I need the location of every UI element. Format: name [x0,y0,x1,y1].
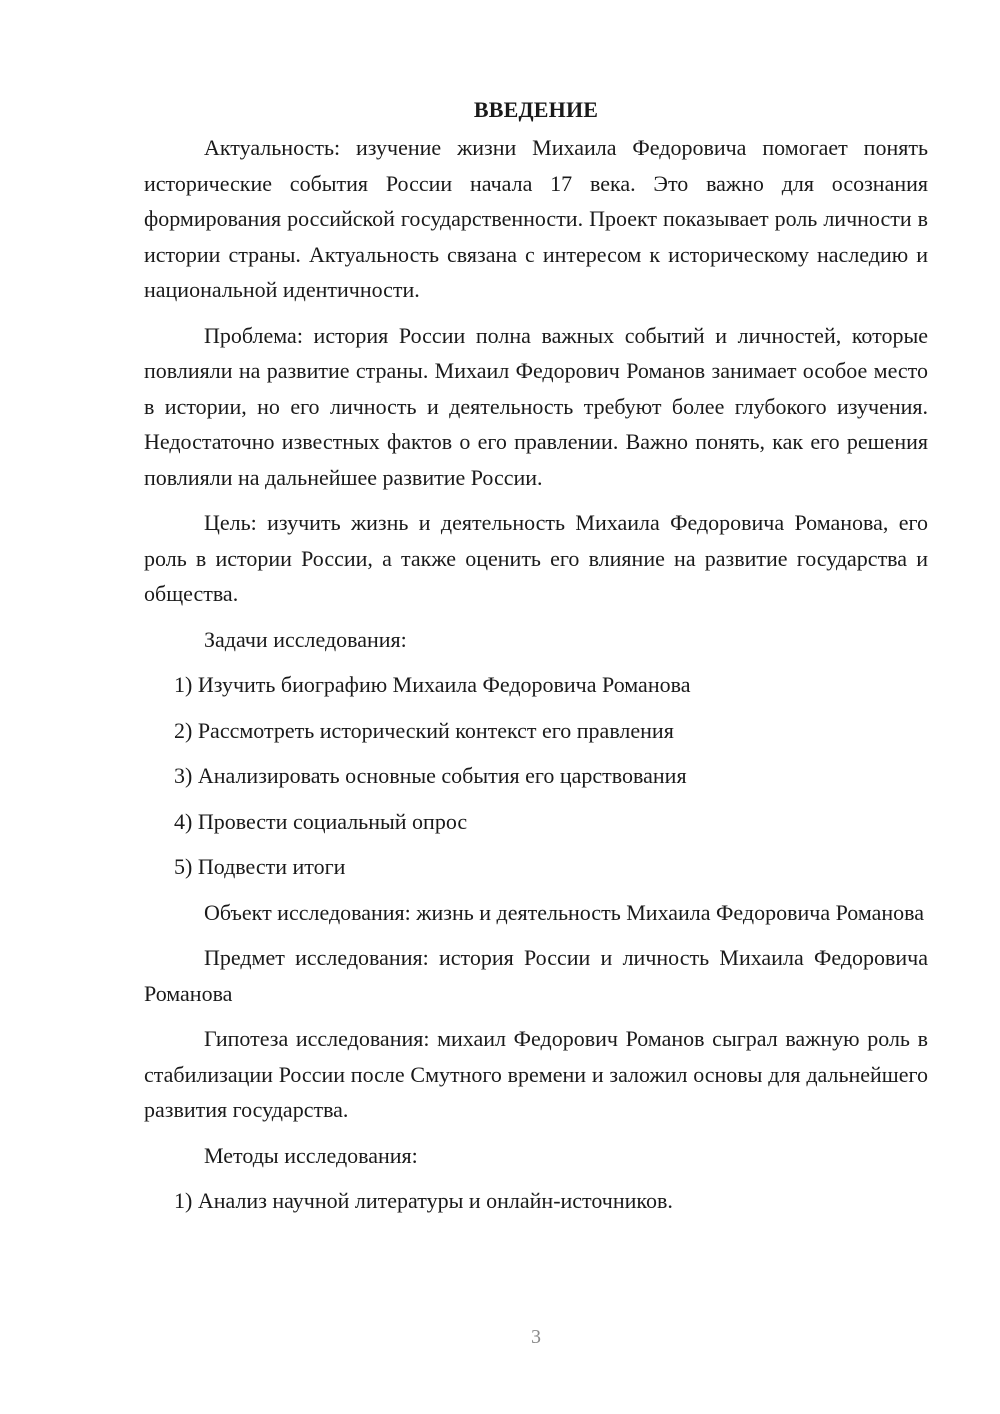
method-item: 1) Анализ научной литературы и онлайн-источников. [174,1188,673,1213]
tasks-heading: Задачи исследования: [204,626,407,652]
relevance-paragraph: Актуальность: изучение жизни Михаила Федоровича помогает понять исторические события России начала 17 века. Это важно для осознания формирования российской государственности. Проект показывает роль личности в истории страны. Актуальность связана с интересом к историческому наследию и национальной идентичности. [144,135,928,302]
task-item: 2) Рассмотреть исторический контекст его правления [174,717,674,743]
task-item: 3) Анализировать основные события его царствования [174,763,687,788]
task-item: 4) Провести социальный опрос [174,808,468,834]
goal-paragraph: Цель: изучить жизнь и деятельность Михаила Федоровича Романова, его роль в истории России, а также оценить его влияние на развитие государства и общества. [144,510,928,606]
object-paragraph: Объект исследования: жизнь и деятельность Михаила Федоровича Романова [204,899,925,925]
hypothesis-paragraph: Гипотеза исследования: михаил Федорович Романов сыграл важную роль в стабилизации России после Смутного времени и заложил основы для дальнейшего развития государства. [144,1026,928,1122]
page-number: 3 [531,1326,541,1348]
subject-paragraph: Предмет исследования: история России и личность Михаила Федоровича Романова [144,945,928,1006]
problem-paragraph: Проблема: история России полна важных событий и личностей, которые повлияли на развитие страны. Михаил Федорович Романов занимает особое место в истории, но его личность и деятельность требуют более глубокого изучения. Недостаточно известных фактов о его правлении. Важно понять, как его решения повлияли на дальнейшее развитие России. [144,322,928,490]
page-content [144,92,928,1229]
methods-heading: Методы исследования: [204,1142,418,1168]
page-title: ВВЕДЕНИЕ [473,97,599,122]
task-item: 5) Подвести итоги [174,854,346,879]
task-item: 1) Изучить биографию Михаила Федоровича Романова [174,672,691,697]
